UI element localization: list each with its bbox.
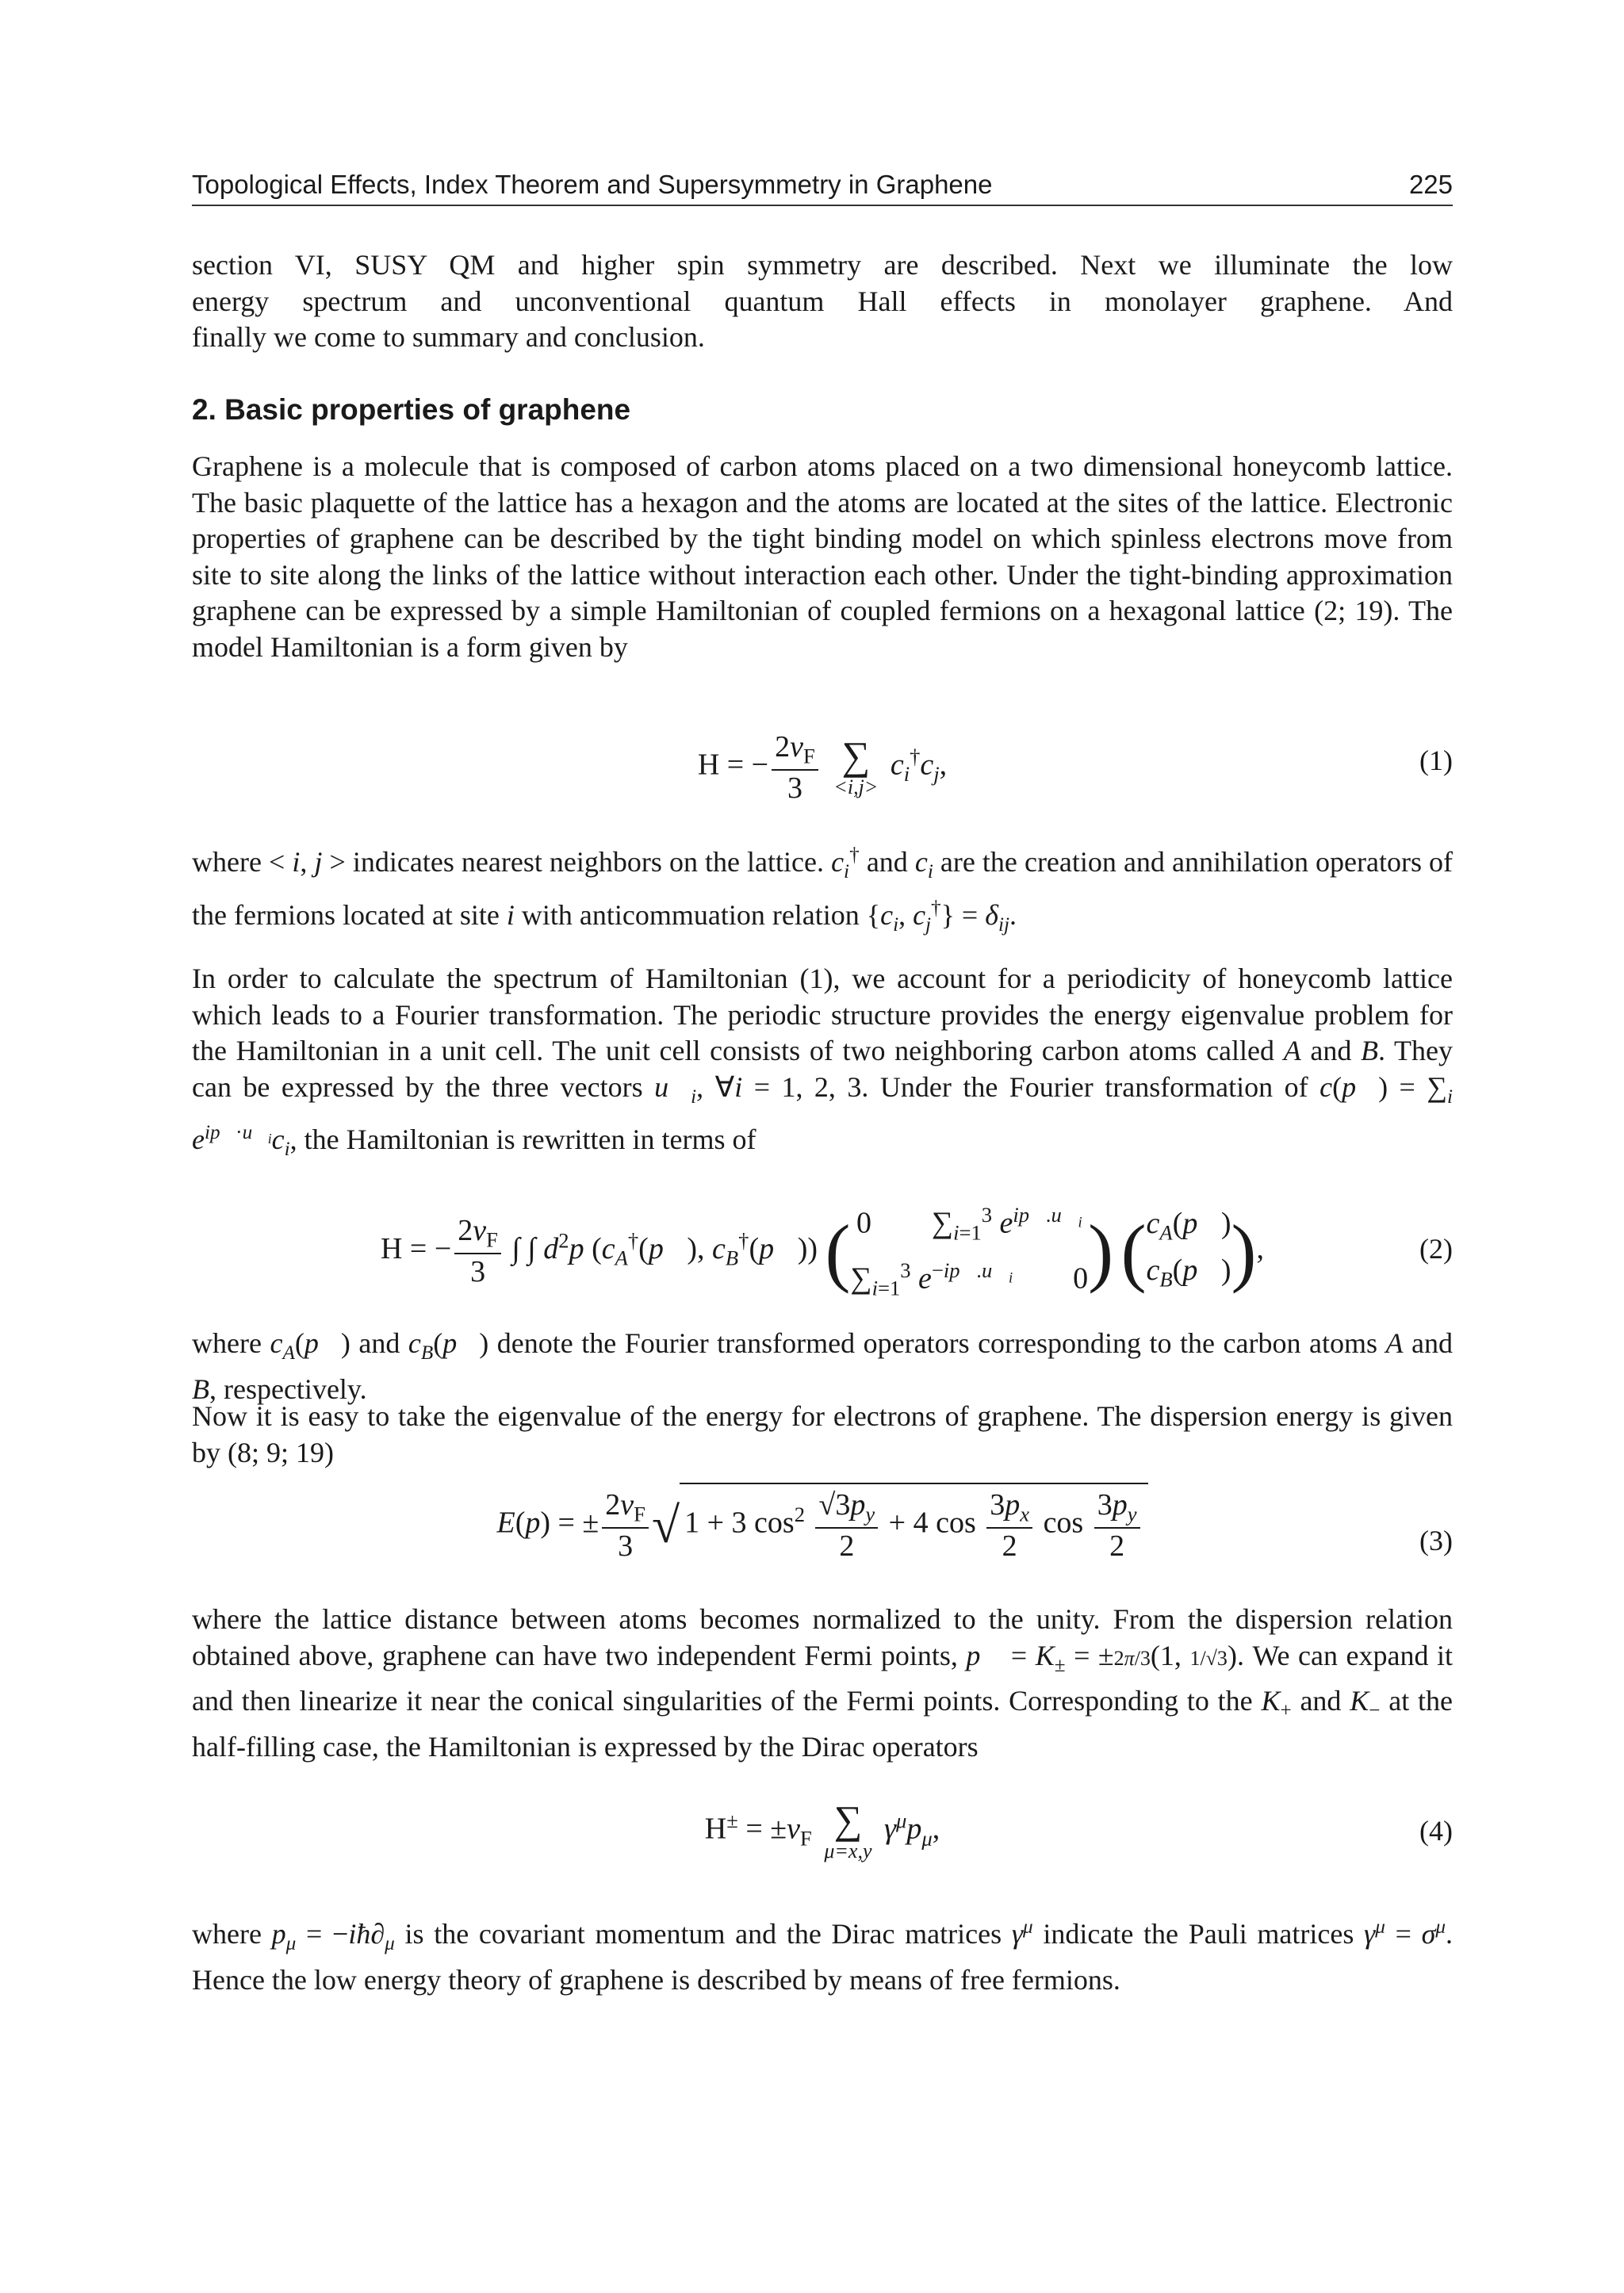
text-span: . We can expand it and then linearize it near the conical singularities of the Fermi points. Corresponding to the [192, 1639, 1453, 1717]
running-title: Topological Effects, Index Theorem and Supersymmetry in Graphene [192, 170, 993, 199]
equation-2-body: H = − $\frac{2v_F}{3}$ ∫ ∫ $d^2p$ ($c_A^\dagger(p⃗)$, $c_B^\dagger(p⃗)$) ( 0 $\sum_{i=1}^3$ $e^{ip⃗.u⃗_i}$ $\sum_{i=1}^3$ $e^{-ip⃗.u⃗_i}$ 0 ) ( $c_A(p⃗)$ $c_B(p⃗)$ ), [380, 1203, 1265, 1300]
text-span: , respectively. [209, 1372, 367, 1405]
text-span: denote the Fourier transformed operators corresponding to the carbon atoms [488, 1327, 1386, 1359]
equation-4-number: (4) [1419, 1815, 1453, 1847]
paragraph-fourier-operators: where $c_A(p⃗)$ and $c_B(p⃗)$ denote the Fourier transformed operators corresponding to the carbon atoms A and B, respectively. [192, 1327, 1453, 1405]
page [192, 0, 1453, 2293]
text-span: is the covariant momentum and the Dirac matrices [394, 1918, 1012, 1950]
text-span: and [1403, 1327, 1453, 1359]
text-span: = 1, 2, 3. Under the Fourier transformation of [742, 1070, 1320, 1103]
equation-4 [192, 1797, 1453, 1895]
text-span: where the lattice distance between atoms becomes normalized to the unity. From the dispersion relation obtained above, graphene can have two independent Fermi points, [192, 1603, 1453, 1671]
equation-2 [192, 1196, 1453, 1315]
text-span: , the Hamiltonian is rewritten in terms of [289, 1124, 756, 1156]
text-span: where < [192, 846, 293, 878]
text-span: with anticommuation relation { [514, 898, 881, 931]
page-number: 225 [1408, 170, 1453, 199]
intro-line-3: finally we come to summary and conclusion. [192, 321, 705, 353]
text-span: and [859, 846, 915, 878]
text-span: indicate the Pauli matrices [1032, 1918, 1365, 1950]
equation-3-number: (3) [1419, 1525, 1453, 1556]
intro-paragraph [192, 247, 1453, 356]
section-heading: 2. Basic properties of graphene [192, 393, 631, 426]
text-span: > indicates nearest neighbors on the lattice. [322, 846, 832, 878]
paragraph-fourier: In order to calculate the spectrum of Hamiltonian (1), we account for a periodicity of honeycomb lattice which leads to a Fourier transformation. The periodic structure provides the energy eigenvalue problem for the Hamiltonian in a unit cell. The unit cell consists of two neighboring carbon atoms called A and B. They can be expressed by the three vectors $u⃗_i$, ∀i = 1, 2, 3. Under the Fourier transformation of c(p⃗) = $\sum_i$ $e^{ip⃗\cdot u⃗_i}c_i$, the Hamiltonian is rewritten in terms of [192, 963, 1453, 1161]
text-span: where [192, 1327, 270, 1359]
paragraph-fermi-points: where the lattice distance between atoms becomes normalized to the unity. From the dispersion relation obtained above, graphene can have two independent Fermi points, p⃗ = $K_\pm = \pm 2\pi/3(1$, 1/√3). We can expand it and then linearize it near the conical singularities of the Fermi points. Corresponding to the $K_+$ and $K_-$ at the half-filling case, the Hamiltonian is expressed by the Dirac operators [192, 1603, 1454, 1763]
text-span: where [192, 1918, 272, 1950]
text-span: are the creation and annihilation operators of the fermions located at site [192, 846, 1454, 931]
equation-3 [192, 1483, 1453, 1602]
text-span: . Hence the low energy theory of graphene is described by means of free fermions. [192, 1918, 1454, 1996]
text-span: , ∀ [696, 1070, 735, 1103]
intro-line-1: section VI, SUSY QM and higher spin symmetry are described. Next we illuminate the low [192, 249, 1453, 281]
intro-line-2: energy spectrum and unconventional quantum Hall effects in monolayer graphene. And [192, 285, 1453, 317]
paragraph-operators: where < i, j > indicates nearest neighbors on the lattice. $c_i^\dagger$ and $c_i$ are the creation and annihilation operators of the fermions located at site i with anticommuation relation {$c_i$, $c_j^\dagger\} = \delta_{ij}$. [192, 844, 1454, 936]
equation-2-number: (2) [1419, 1233, 1453, 1265]
paragraph-graphene-description: Graphene is a molecule that is composed of carbon atoms placed on a two dimensional honeycomb lattice. The basic plaquette of the lattice has a hexagon and the atoms are located at the sites of the lattice. Electronic properties of graphene can be described by the tight binding model on which spinless electrons move from site to site along the links of the lattice without interaction each other. Under the tight-binding approximation graphene can be expressed by a simple Hamiltonian of coupled fermions on a hexagonal lattice (2; 19). The model Hamiltonian is a form given by [192, 450, 1453, 663]
text-span: at the half-filling case, the Hamiltonian is expressed by the Dirac operators [192, 1685, 1454, 1763]
equation-1 [192, 722, 1453, 825]
equation-1-number: (1) [1419, 745, 1453, 776]
text-span: and [1291, 1685, 1350, 1717]
paragraph-dispersion-intro: Now it is easy to take the eigenvalue of the energy for electrons of graphene. The dispersion energy is given by (8; 9; 19) [192, 1400, 1453, 1468]
equation-1-body: H = − $\frac{2v_F}{3}$ ∑ <i,j> $c_i^\dagger c_j$, [697, 730, 948, 805]
text-span: } = [940, 898, 986, 931]
running-header [192, 165, 1453, 206]
text-span: . They can be expressed by the three vectors [192, 1035, 1453, 1103]
paragraph-dirac-matrices: where $p_\mu$ = $-iħ\partial_\mu$ is the covariant momentum and the Dirac matrices $\gamma^\mu$ indicate the Pauli matrices $\gamma^\mu = \sigma^\mu$. Hence the low energy theory of graphene is described by means of free fermions. [192, 1916, 1454, 1996]
equation-4-body: $H^\pm = \pm v_F$ ∑ μ=x,y $\gamma^\mu p_\mu$, [704, 1797, 940, 1862]
text-span: and [1300, 1035, 1361, 1066]
text-span: In order to calculate the spectrum of Hamiltonian (1), we account for a periodicity of honeycomb lattice which leads to a Fourier transformation. The periodic structure provides the energy eigenvalue problem for the Hamiltonian in a unit cell. The unit cell consists of two neighboring carbon atoms called [192, 963, 1453, 1066]
equation-3-body: E(p) = ± $\frac{2v_F}{3}$ √ 1 + 3 $\cos^2$ $\frac{√3p_y}{2}$ + 4 cos $\frac{3p_x}{2}$ cos $\frac{3p_y}{2}$ [192, 1483, 1453, 1564]
text-span: and [350, 1327, 408, 1359]
